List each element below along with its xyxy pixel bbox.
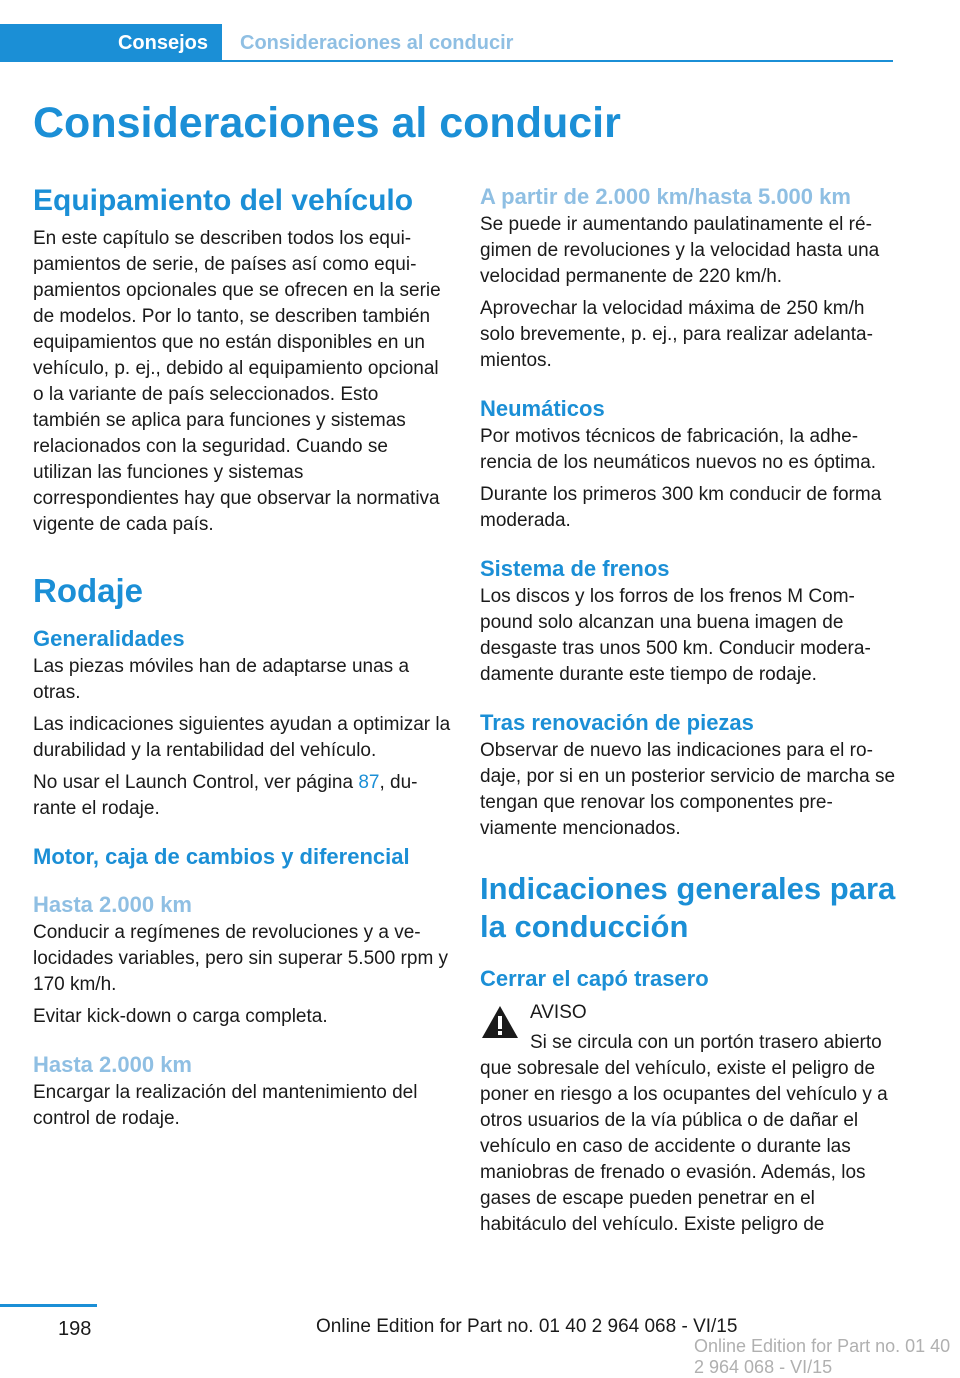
heading-motor: Motor, caja de cambios y diferencial xyxy=(33,844,410,869)
hasta1-p2: Evitar kick-down o carga completa. xyxy=(33,1006,328,1027)
tab-consejos[interactable]: Consejos xyxy=(0,24,222,62)
heading-generalidades: Generalidades xyxy=(33,626,185,651)
right-column xyxy=(480,182,898,1238)
header-divider xyxy=(222,60,893,62)
edition-text: Online Edition for Part no. 01 40 2 964 068 - VI/15 xyxy=(316,1316,738,1337)
page-title: Consideraciones al conducir xyxy=(33,99,621,147)
renovacion-p1: Observar de nuevo las indicaciones para el rodaje, por si en un posterior servicio de marcha se tengan que renovar los componentes previamente mencionados. xyxy=(480,740,896,839)
generalidades-p3 xyxy=(33,770,451,822)
heading-frenos: Sistema de frenos xyxy=(480,556,670,581)
generalidades-p3-after: , durante el rodaje. xyxy=(33,772,418,819)
hasta1-p1: Conducir a regímenes de revoluciones y a velocidades variables, pero sin superar 5.500 rpm y 170 km/h. xyxy=(33,922,449,995)
heading-capo: Cerrar el capó trasero xyxy=(480,966,709,991)
footer-divider xyxy=(0,1304,97,1307)
header-tabs xyxy=(0,24,893,62)
generalidades-p2: Las indicaciones siguientes ayudan a optimizar la durabilidad y la rentabilidad del vehículo. xyxy=(33,714,451,761)
tab-consideraciones[interactable]: Consideraciones al conducir xyxy=(240,31,514,54)
equipamiento-text: En este capítulo se describen todos los equipamientos de serie, de países así como equipamientos opcionales que se ofrecen en la serie de modelos. Por lo tanto, se describen también equipamientos que no están disponibles en un vehículo, p. ej., debido al equipamiento opcional o la variante de país seleccionados. Esto también se aplica para funciones y sistemas relacionados con la seguridad. Cuando se utilizan las funciones y sistemas correspondientes hay que observar la normativa vigente de cada país. xyxy=(33,228,441,535)
frenos-p1: Los discos y los forros de los frenos M Compound solo alcanzan una buena imagen de desgaste tras unos 500 km. Conducir moderadamente durante este tiempo de rodaje. xyxy=(480,586,871,685)
page-number: 198 xyxy=(58,1318,92,1340)
generalidades-p1: Las piezas móviles han de adaptarse unas a otras. xyxy=(33,656,410,703)
section-title-indicaciones: Indicaciones generales para la conducción xyxy=(480,871,896,944)
heading-hasta-2: Hasta 2.000 km xyxy=(33,1052,192,1077)
left-column xyxy=(33,182,451,1132)
apartir-p1: Se puede ir aumentando paulatinamente el régimen de revoluciones y la velocidad hasta una velocidad permanente de 220 km/h. xyxy=(480,214,880,287)
heading-hasta-1: Hasta 2.000 km xyxy=(33,892,192,917)
apartir-p2: Aprovechar la velocidad máxima de 250 km/h solo brevemente, p. ej., para realizar adelantamientos. xyxy=(480,298,873,371)
section-title-equipamiento: Equipamiento del vehículo xyxy=(33,184,414,217)
warning-triangle-icon xyxy=(480,1004,520,1040)
generalidades-p3-before: No usar el Launch Control, ver página xyxy=(33,772,359,793)
page-link-87[interactable]: 87 xyxy=(358,772,380,793)
hasta2-p1: Encargar la realización del mantenimiento del control de rodaje. xyxy=(33,1082,418,1129)
neumaticos-p2: Durante los primeros 300 km conducir de forma moderada. xyxy=(480,484,882,531)
heading-neumaticos: Neumáticos xyxy=(480,396,605,421)
warning-block xyxy=(480,1000,898,1238)
warning-text: Si se circula con un portón trasero abierto que sobresale del vehículo, existe el peligro de poner en riesgo a los ocupantes del vehículo y a otros usuarios de la vía pública o de dañar el vehículo en caso de accidente o durante las maniobras de frenado o evasión. Además, los gases de escape pueden penetrar en el habitáculo del vehículo. Existe peligro de xyxy=(480,1032,888,1235)
warning-label: AVISO xyxy=(530,1002,587,1023)
neumaticos-p1: Por motivos técnicos de fabricación, la adherencia de los neumáticos nuevos no es óptima. xyxy=(480,426,877,473)
watermark-text: Online Edition for Part no. 01 40 2 964 068 - VI/15 xyxy=(694,1336,951,1377)
heading-a-partir: A partir de 2.000 km/hasta 5.000 km xyxy=(480,184,851,209)
section-title-rodaje: Rodaje xyxy=(33,572,144,609)
heading-renovacion: Tras renovación de piezas xyxy=(480,710,754,735)
